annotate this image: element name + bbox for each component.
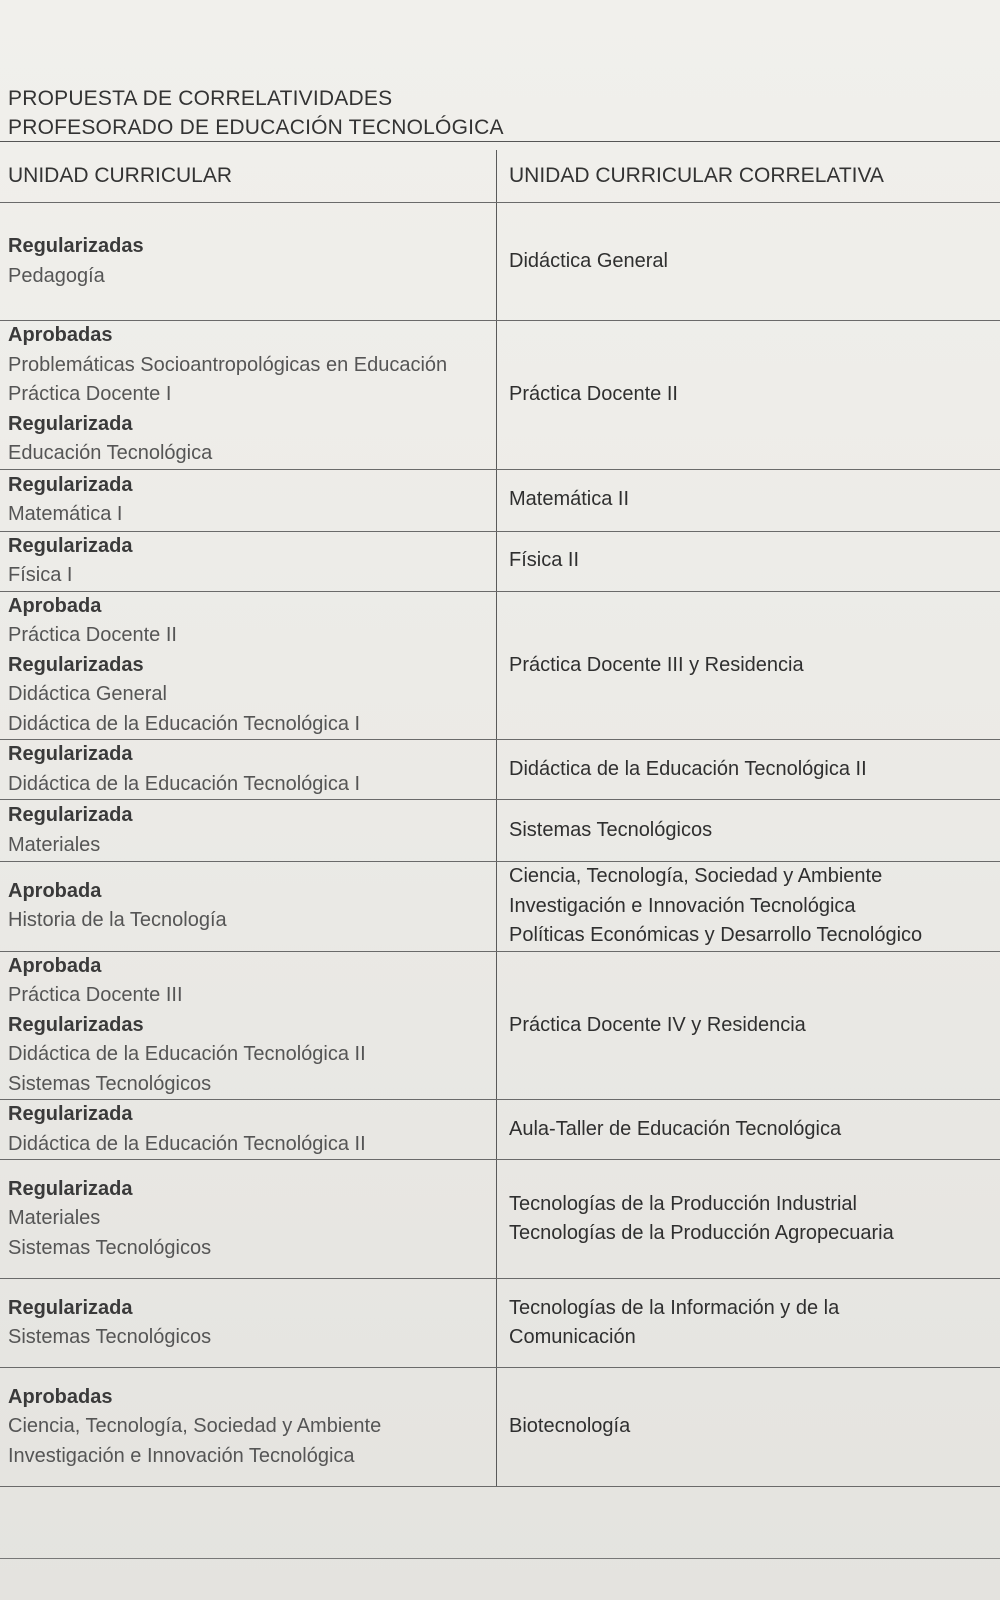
unidad-curricular-cell — [0, 469, 497, 531]
requirement-status-label: Aprobadas — [8, 1385, 113, 1408]
subject-item: Didáctica General — [8, 683, 167, 705]
subject-item: Práctica Docente III — [8, 984, 183, 1006]
document-title-line-1: PROPUESTA DE CORRELATIVIDADES — [8, 87, 393, 110]
table-row — [0, 469, 1000, 531]
table-row — [0, 591, 1000, 740]
correlative-subject: Tecnologías de la Producción Industrial — [509, 1192, 857, 1215]
unidad-curricular-correlativa-cell — [497, 531, 1000, 591]
table-row — [0, 862, 1000, 952]
requirement-status-label: Regularizadas — [8, 653, 144, 676]
unidad-curricular-cell — [0, 740, 497, 800]
requirement-status-label: Regularizada — [8, 743, 133, 765]
requirement-status-label: Regularizadas — [8, 235, 144, 257]
unidad-curricular-correlativa-cell — [497, 1368, 1000, 1487]
unidad-curricular-cell — [0, 1279, 497, 1368]
table-row — [0, 1100, 1000, 1160]
title-divider — [0, 141, 1000, 142]
unidad-curricular-cell — [0, 531, 497, 591]
requirement-status-label: Aprobada — [8, 594, 102, 617]
subject-item: Didáctica de la Educación Tecnológica I — [8, 712, 361, 735]
correlative-subject: Práctica Docente II — [509, 383, 678, 405]
subject-item: Matemática I — [8, 503, 123, 525]
correlative-subject: Biotecnología — [509, 1415, 631, 1438]
requirement-status-label: Regularizadas — [8, 1013, 144, 1036]
table-row — [0, 203, 1000, 321]
unidad-curricular-cell — [0, 1160, 497, 1279]
unidad-curricular-correlativa-cell — [497, 203, 1000, 321]
correlative-subject: Didáctica General — [509, 249, 668, 272]
unidad-curricular-cell — [0, 800, 497, 862]
correlative-subject: Práctica Docente IV y Residencia — [509, 1013, 806, 1036]
unidad-curricular-correlativa-cell — [497, 321, 1000, 470]
requirement-status-label: Regularizada — [8, 1177, 133, 1200]
unidad-curricular-cell — [0, 321, 497, 470]
subject-item: Física I — [8, 564, 73, 586]
correlative-subject: Investigación e Innovación Tecnológica — [509, 894, 856, 917]
unidad-curricular-cell — [0, 1368, 497, 1487]
correlative-subject: Ciencia, Tecnología, Sociedad y Ambiente — [509, 865, 883, 887]
document-heading — [8, 84, 504, 142]
unidad-curricular-cell — [0, 951, 497, 1100]
subject-item: Práctica Docente I — [8, 383, 172, 405]
requirement-status-label: Regularizada — [8, 473, 133, 496]
subject-item: Didáctica de la Educación Tecnológica II — [8, 1043, 366, 1065]
table-row — [0, 800, 1000, 862]
requirement-status-label: Regularizada — [8, 412, 133, 435]
correlative-subject: Práctica Docente III y Residencia — [509, 653, 804, 676]
document-title-line-2: PROFESORADO DE EDUCACIÓN TECNOLÓGICA — [8, 116, 504, 139]
subject-item: Didáctica de la Educación Tecnológica I — [8, 772, 361, 795]
requirement-status-label: Aprobadas — [8, 324, 113, 346]
requirement-status-label: Regularizada — [8, 1296, 133, 1319]
unidad-curricular-cell — [0, 1100, 497, 1160]
table-row — [0, 740, 1000, 800]
requirement-status-label: Regularizada — [8, 1103, 133, 1125]
subject-item: Investigación e Innovación Tecnológica — [8, 1444, 355, 1467]
unidad-curricular-cell — [0, 591, 497, 740]
bottom-divider — [0, 1558, 1000, 1559]
subject-item: Sistemas Tecnológicos — [8, 1326, 212, 1348]
unidad-curricular-correlativa-cell — [497, 1279, 1000, 1368]
table-row — [0, 1368, 1000, 1487]
unidad-curricular-correlativa-cell — [497, 740, 1000, 800]
correlative-subject: Sistemas Tecnológicos — [509, 818, 713, 841]
header-unidad-curricular-correlativa: UNIDAD CURRICULAR CORRELATIVA — [497, 150, 1000, 203]
correlative-subject: Aula-Taller de Educación Tecnológica — [509, 1117, 842, 1140]
subject-item: Materiales — [8, 1207, 101, 1230]
requirement-status-label: Aprobada — [8, 879, 102, 902]
table-row — [0, 321, 1000, 470]
header-unidad-curricular: UNIDAD CURRICULAR — [0, 150, 497, 203]
correlative-subject: Física II — [509, 549, 580, 572]
table-row — [0, 1279, 1000, 1368]
unidad-curricular-correlativa-cell — [497, 862, 1000, 952]
table-header-row — [0, 150, 1000, 203]
correlative-subject: Tecnologías de la Información y de la — [509, 1296, 840, 1319]
unidad-curricular-correlativa-cell — [497, 951, 1000, 1100]
correlative-subject: Tecnologías de la Producción Agropecuaria — [509, 1222, 894, 1244]
correlative-subject: Matemática II — [509, 488, 630, 511]
subject-item: Sistemas Tecnológicos — [8, 1236, 212, 1259]
subject-item: Sistemas Tecnológicos — [8, 1072, 212, 1095]
subject-item: Historia de la Tecnología — [8, 909, 227, 932]
unidad-curricular-correlativa-cell — [497, 1160, 1000, 1279]
table-row — [0, 951, 1000, 1100]
correlatividades-table — [0, 150, 1000, 1487]
unidad-curricular-cell — [0, 862, 497, 952]
subject-item: Didáctica de la Educación Tecnológica II — [8, 1132, 366, 1155]
correlative-subject: Políticas Económicas y Desarrollo Tecnológico — [509, 924, 923, 946]
table-body — [0, 150, 1000, 1487]
subject-item: Educación Tecnológica — [8, 442, 213, 464]
correlative-subject: Didáctica de la Educación Tecnológica II — [509, 757, 867, 780]
subject-item: Ciencia, Tecnología, Sociedad y Ambiente — [8, 1415, 382, 1438]
table-row — [0, 1160, 1000, 1279]
unidad-curricular-cell — [0, 203, 497, 321]
unidad-curricular-correlativa-cell — [497, 591, 1000, 740]
subject-item: Práctica Docente II — [8, 624, 177, 646]
unidad-curricular-correlativa-cell — [497, 1100, 1000, 1160]
requirement-status-label: Regularizada — [8, 804, 133, 826]
unidad-curricular-correlativa-cell — [497, 469, 1000, 531]
requirement-status-label: Aprobada — [8, 954, 102, 977]
table-row — [0, 531, 1000, 591]
subject-item: Materiales — [8, 833, 101, 856]
correlative-subject: Comunicación — [509, 1326, 636, 1348]
subject-item: Problemáticas Socioantropológicas en Educación — [8, 353, 448, 376]
subject-item: Pedagogía — [8, 264, 105, 287]
unidad-curricular-correlativa-cell — [497, 800, 1000, 862]
requirement-status-label: Regularizada — [8, 534, 133, 557]
